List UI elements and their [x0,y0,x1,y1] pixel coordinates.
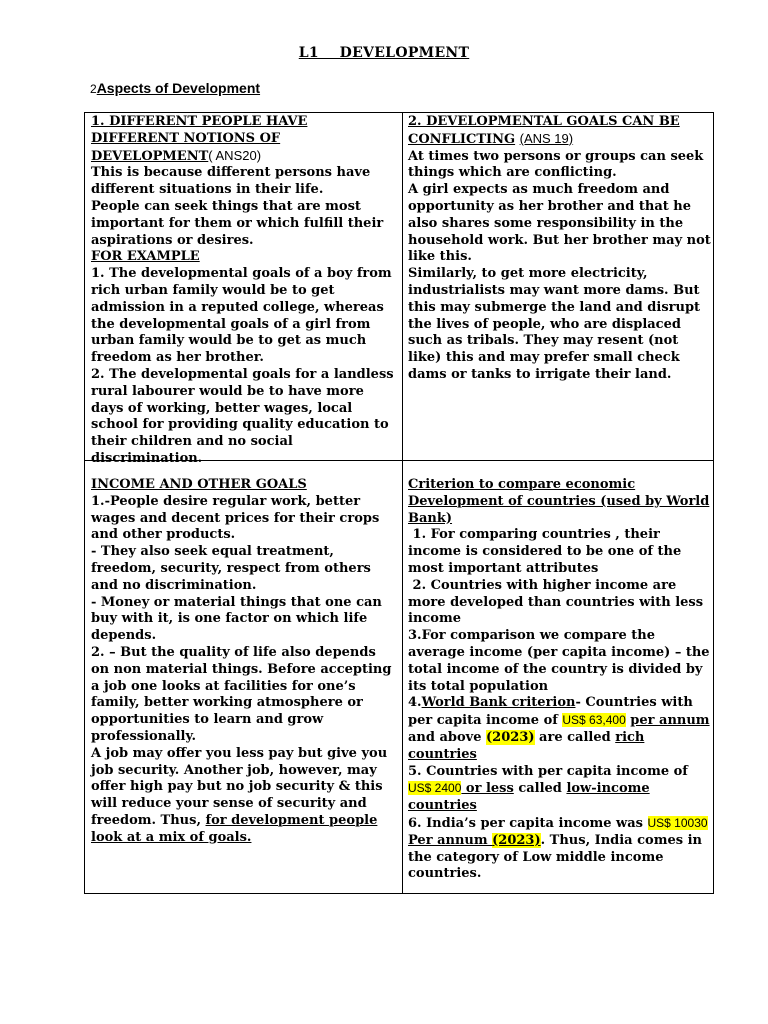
paragraph: This is because different persons have different situations in their life. [91,165,371,198]
example-label: FOR EXAMPLE [91,249,200,265]
cell-heading: Criterion to compare economic Development of countries (used by World Bank) [408,477,710,526]
paragraph: A girl expects as much freedom and opportunity as her brother and that he also shares some responsibility in the household work. But her brother may not like this. [408,182,711,265]
highlight: US$ 63,400 [562,713,626,728]
cell-heading: 2. DEVELOPMENTAL GOALS CAN BE CONFLICTING (ANS 19) [408,114,680,147]
highlight: (2023) [486,729,535,745]
column-divider [402,113,403,893]
cell-conflicting-goals [408,114,712,384]
paragraph: 1. The developmental goals of a boy from rich urban family would be to get admission in a reputed college, whereas the developmental goals of a girl from urban family would be to get as much freedom as her brother. [91,266,392,366]
paragraph: 2. – But the quality of life also depends on non material things. Before accepting a job one looks at facilities for one’s family, better working atmosphere or opportunities to learn and grow professionally. [91,644,392,744]
content-table [84,112,714,894]
paragraph: 6. India’s per capita income was US$ 10030 Per annum (2023). Thus, India comes in the category of Low middle income countries. [408,815,708,882]
cell-heading: 1. DIFFERENT PEOPLE HAVE DIFFERENT NOTIONS OF DEVELOPMENT( ANS20) [91,114,308,164]
paragraph: 3.For comparison we compare the average income (per capita income) – the total income of the country is divided by its total population [408,628,710,694]
paragraph: 1. For comparing countries , their income is considered to be one of the most important attributes [408,527,686,576]
cell-income-goals [91,477,397,847]
paragraph: Similarly, to get more electricity, industrialists may want more dams. But this may submerge the land and disrupt the lives of people, who are displaced such as tribals. They may resent (not like) this and may prefer small check dams or tanks to irrigate their land. [408,266,701,382]
highlight: (2023) [492,832,541,848]
paragraph: 2. Countries with higher income are more developed than countries with less income [408,577,708,627]
page-title: L1 DEVELOPMENT [298,45,470,61]
paragraph: - They also seek equal treatment, freedom, security, respect from others and no discrimination. [91,544,371,593]
paragraph: - Money or material things that one can buy with it, is one factor on which life depends. [91,594,382,644]
cell-world-bank-criterion [408,477,712,883]
section-title: Aspects of Development [96,80,261,96]
paragraph: 1.-People desire regular work, better wages and decent prices for their crops and other products. [91,493,380,543]
paragraph: A job may offer you less pay but give you job security. Another job, however, may offer high pay but no job security & this will reduce your sense of security and freedom. Thus, for development people look at a mix of goals. [91,745,388,845]
section-number: 2 [90,82,97,96]
paragraph: 2. The developmental goals for a landless rural labourer would be to have more days of working, better wages, local school for providing quality education to their children and no social discrimination. [91,366,394,466]
paragraph: 5. Countries with per capita income of US$ 2400 or less called low-income countries [408,763,688,814]
cell-heading: INCOME AND OTHER GOALS [91,477,307,492]
highlight: US$ 2400 [408,781,462,796]
paragraph: People can seek things that are most important for them or which fulfill their aspirations or desires. [91,198,384,248]
paragraph: At times two persons or groups can seek things which are conflicting. [408,148,704,181]
highlight: US$ 10030 [647,815,708,830]
cell-different-notions [91,114,397,468]
paragraph: 4.World Bank criterion- Countries with per capita income of US$ 63,400 per annum and above (2023) are called rich countries [408,695,710,762]
section-heading [90,80,260,97]
